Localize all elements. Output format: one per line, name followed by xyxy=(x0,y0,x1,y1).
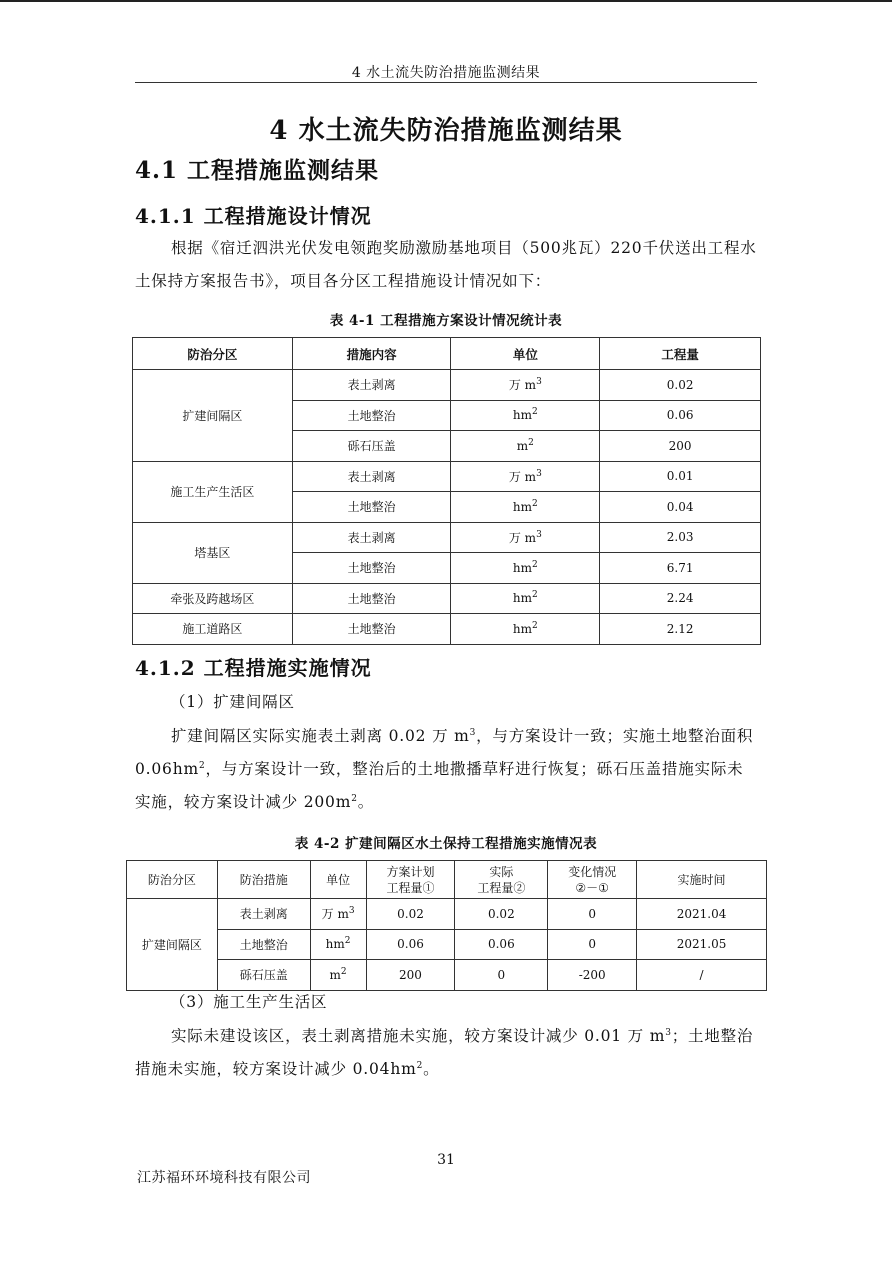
measure-cell: 表土剥离 xyxy=(217,899,310,930)
date-cell: 2021.04 xyxy=(637,899,767,930)
table1-header-cell: 单位 xyxy=(451,338,600,370)
date-cell: 2021.05 xyxy=(637,929,767,960)
zone-cell: 塔基区 xyxy=(133,522,293,583)
quantity-cell: 2.12 xyxy=(600,614,761,645)
planned-cell: 200 xyxy=(366,960,455,991)
unit-cell: $hm^2$ xyxy=(451,553,600,584)
unit-cell: $m^2$ xyxy=(310,960,366,991)
quantity-cell: 0.04 xyxy=(600,492,761,523)
unit-cell: 万 $m^3$ xyxy=(451,522,600,553)
zone-cell: 施工道路区 xyxy=(133,614,293,645)
measure-cell: 表土剥离 xyxy=(292,370,451,401)
table-row xyxy=(127,960,767,991)
paragraph-construction-living-area: 实际未建设该区，表土剥离措施未实施，较方案设计减少 0.01 万 $m^3$；土地整治措施未实施，较方案设计减少 $0.04hm^2$。 xyxy=(135,1027,754,1078)
table-row xyxy=(133,461,761,492)
table1-header-row xyxy=(133,338,761,370)
measure-cell: 土地整治 xyxy=(292,614,451,645)
table-row xyxy=(133,522,761,553)
top-border-line xyxy=(0,0,892,2)
change-cell: 0 xyxy=(548,899,637,930)
table2-caption: 表 4-2 扩建间隔区水土保持工程措施实施情况表 xyxy=(294,836,598,852)
table-row xyxy=(133,583,761,614)
zone-cell: 扩建间隔区 xyxy=(133,370,293,462)
subsection-construction-living-area: （3）施工生产生活区 xyxy=(170,993,328,1011)
table-row xyxy=(127,929,767,960)
measure-cell: 土地整治 xyxy=(292,492,451,523)
planned-cell: 0.06 xyxy=(366,929,455,960)
measure-cell: 砾石压盖 xyxy=(217,960,310,991)
measure-cell: 土地整治 xyxy=(292,400,451,431)
quantity-cell: 2.03 xyxy=(600,522,761,553)
unit-cell: $hm^2$ xyxy=(310,929,366,960)
date-cell: / xyxy=(637,960,767,991)
actual-cell: 0 xyxy=(455,960,548,991)
quantity-cell: 2.24 xyxy=(600,583,761,614)
unit-cell: 万 $m^3$ xyxy=(310,899,366,930)
table2-header-cell: 实施时间 xyxy=(637,861,767,899)
quantity-cell: 0.06 xyxy=(600,400,761,431)
quantity-cell: 0.02 xyxy=(600,370,761,401)
quantity-cell: 200 xyxy=(600,431,761,462)
quantity-cell: 0.01 xyxy=(600,461,761,492)
change-cell: -200 xyxy=(548,960,637,991)
unit-cell: $hm^2$ xyxy=(451,400,600,431)
table2-header-cell: 方案计划 工程量① xyxy=(366,861,455,899)
table1-header-cell: 防治分区 xyxy=(133,338,293,370)
planned-cell: 0.02 xyxy=(366,899,455,930)
running-header: 4 水土流失防治措施监测结果 xyxy=(351,65,541,81)
unit-cell: $hm^2$ xyxy=(451,492,600,523)
page-number: 31 xyxy=(437,1152,455,1168)
company-name: 江苏福环环境科技有限公司 xyxy=(137,1170,311,1186)
quantity-cell: 6.71 xyxy=(600,553,761,584)
measure-cell: 土地整治 xyxy=(292,553,451,584)
unit-cell: $m^2$ xyxy=(451,431,600,462)
measure-cell: 砾石压盖 xyxy=(292,431,451,462)
paragraph-expansion-bay: 扩建间隔区实际实施表土剥离 0.02 万 $m^3$，与方案设计一致；实施土地整治面积 $0.06hm^2$，与方案设计一致，整治后的土地撒播草籽进行恢复；砾石压盖措施实际未实施，较方案设计减少 $200m^2$。 xyxy=(135,727,754,811)
unit-cell: $hm^2$ xyxy=(451,583,600,614)
zone-cell: 施工生产生活区 xyxy=(133,461,293,522)
table1-header-cell: 工程量 xyxy=(600,338,761,370)
section-heading-4-1-2: 4.1.2 工程措施实施情况 xyxy=(135,656,372,680)
paragraph-design-intro: 根据《宿迁泗洪光伏发电领跑奖励激励基地项目（500兆瓦）220千伏送出工程水土保持方案报告书》，项目各分区工程措施设计情况如下： xyxy=(135,239,757,290)
table2-header-cell: 实际 工程量② xyxy=(455,861,548,899)
table-expansion-bay-implementation xyxy=(126,860,767,991)
table2-header-cell: 防治措施 xyxy=(217,861,310,899)
measure-cell: 土地整治 xyxy=(292,583,451,614)
table2-header-cell: 单位 xyxy=(310,861,366,899)
table2-header-row xyxy=(127,861,767,899)
table1-header-cell: 措施内容 xyxy=(292,338,451,370)
section-heading-4-1-1: 4.1.1 工程措施设计情况 xyxy=(135,204,372,228)
change-cell: 0 xyxy=(548,929,637,960)
table2-header-cell: 防治分区 xyxy=(127,861,218,899)
unit-cell: 万 $m^3$ xyxy=(451,370,600,401)
table-engineering-design xyxy=(132,337,761,645)
table2-header-cell: 变化情况 ②－① xyxy=(548,861,637,899)
actual-cell: 0.06 xyxy=(455,929,548,960)
table-row xyxy=(133,370,761,401)
zone-cell: 牵张及跨越场区 xyxy=(133,583,293,614)
measure-cell: 土地整治 xyxy=(217,929,310,960)
header-rule xyxy=(135,82,757,83)
unit-cell: 万 $m^3$ xyxy=(451,461,600,492)
measure-cell: 表土剥离 xyxy=(292,461,451,492)
chapter-title: 4 水土流失防治措施监测结果 xyxy=(269,116,623,146)
measure-cell: 表土剥离 xyxy=(292,522,451,553)
table1-caption: 表 4-1 工程措施方案设计情况统计表 xyxy=(329,313,563,329)
table-row xyxy=(133,614,761,645)
table-row xyxy=(127,899,767,930)
zone-cell: 扩建间隔区 xyxy=(127,899,218,991)
unit-cell: $hm^2$ xyxy=(451,614,600,645)
section-heading-4-1: 4.1 工程措施监测结果 xyxy=(135,157,380,184)
actual-cell: 0.02 xyxy=(455,899,548,930)
subsection-expansion-bay: （1）扩建间隔区 xyxy=(170,693,295,711)
